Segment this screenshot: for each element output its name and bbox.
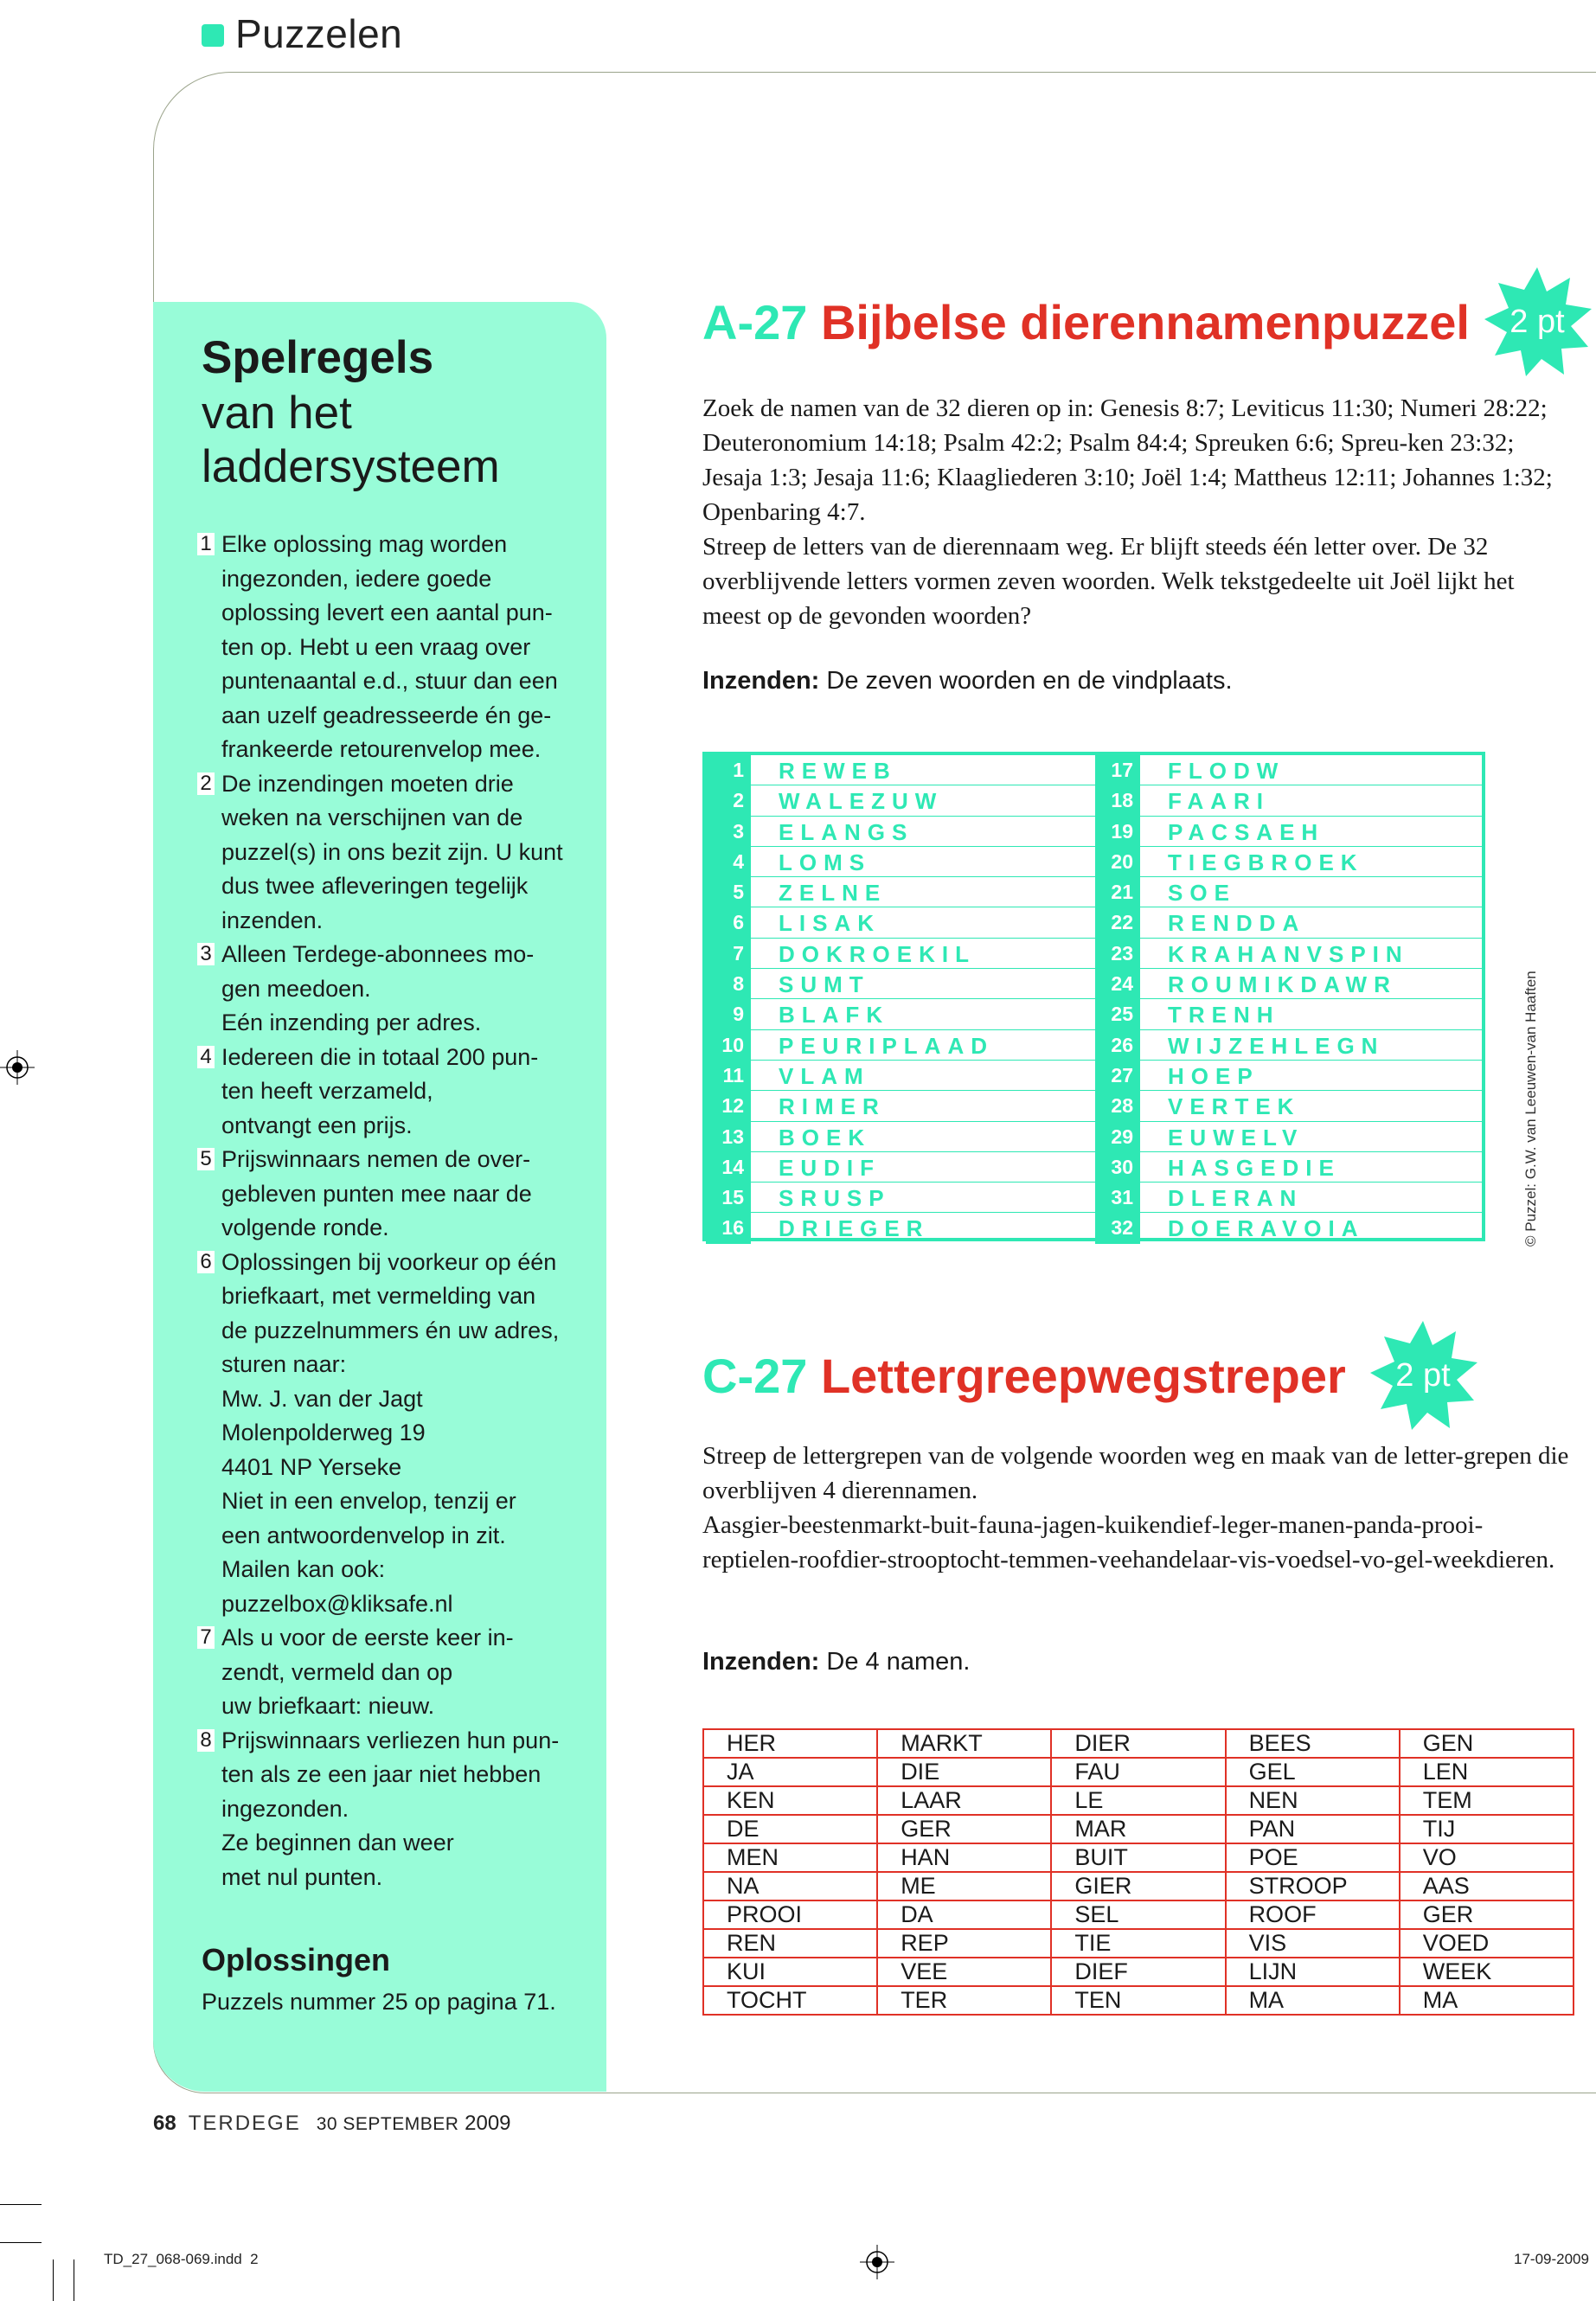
puzzle-c-syllable: GEL xyxy=(1226,1758,1400,1786)
puzzle-a-row-number: 29 xyxy=(1095,1122,1140,1152)
puzzle-a-row-number: 1 xyxy=(706,755,751,785)
puzzle-c-syllable: TIJ xyxy=(1400,1815,1574,1843)
puzzle-a-scrambled-word: BLAFK xyxy=(751,999,1095,1029)
puzzle-a-scrambled-word: VERTEK xyxy=(1140,1091,1482,1121)
puzzle-c-row xyxy=(703,1815,1574,1843)
puzzle-a-row-number: 16 xyxy=(706,1213,751,1243)
puzzle-c-syllable: MAR xyxy=(1051,1815,1225,1843)
puzzle-c-row xyxy=(703,1758,1574,1786)
slug-date: 17-09-2009 xyxy=(1514,2251,1589,2267)
puzzle-a-send-text: De zeven woorden en de vindplaats. xyxy=(819,667,1233,695)
puzzle-c-syllable: TEN xyxy=(1051,1986,1225,2015)
puzzle-a-scrambled-word: LISAK xyxy=(751,907,1095,938)
puzzle-a-send xyxy=(702,667,1233,695)
slug-file: TD_27_068-069.indd 2 xyxy=(104,2251,259,2267)
solutions-heading: Oplossingen xyxy=(202,1942,391,1977)
puzzle-a-paragraph-2: Streep de letters van de dierennaam weg. Er blijft steeds één letter over. De 32 overblijvende letters vormen zeven woorden. Welk tekstgedeelte uit Joël lijkt het meest op de gevonden woorden? xyxy=(702,533,1515,630)
puzzle-a-row xyxy=(706,1213,1095,1243)
puzzle-c-syllable: MEN xyxy=(703,1843,877,1872)
puzzle-a-scrambled-word: ELANGS xyxy=(751,817,1095,847)
puzzle-a-row xyxy=(706,785,1095,816)
puzzle-a-row-number: 17 xyxy=(1095,755,1140,785)
puzzle-a-row xyxy=(1095,1183,1482,1213)
puzzle-c-syllable: LE xyxy=(1051,1786,1225,1815)
rule-text: Alleen Terdege-abonnees mo- gen meedoen. Eén inzending per adres. xyxy=(221,941,535,1035)
puzzle-c-syllable: DIER xyxy=(1051,1729,1225,1758)
puzzle-c-syllable: TIE xyxy=(1051,1929,1225,1958)
puzzle-c-syllable: DE xyxy=(703,1815,877,1843)
registration-mark-icon xyxy=(0,1050,35,1085)
puzzle-c-send-text: De 4 namen. xyxy=(819,1648,971,1676)
puzzle-a-row-number: 10 xyxy=(706,1030,751,1061)
puzzle-a-left-column xyxy=(706,755,1095,1242)
puzzle-a-row xyxy=(706,939,1095,969)
section-title: Puzzelen xyxy=(235,11,403,56)
puzzle-c-points: 2 pt xyxy=(1395,1356,1451,1394)
rule-item xyxy=(197,938,578,1041)
solutions-text: Puzzels nummer 25 op pagina 71. xyxy=(202,1989,556,2015)
puzzle-a-row xyxy=(706,847,1095,877)
puzzle-c-syllable: VEE xyxy=(877,1958,1051,1986)
puzzle-a-row-number: 19 xyxy=(1095,817,1140,847)
puzzle-a-scrambled-word: FLODW xyxy=(1140,755,1482,785)
puzzle-a-row-number: 12 xyxy=(706,1091,751,1121)
puzzle-a-row xyxy=(1095,877,1482,907)
puzzle-a-scrambled-word: DLERAN xyxy=(1140,1183,1482,1213)
rule-number: 4 xyxy=(197,1046,215,1068)
puzzle-c-syllable: KEN xyxy=(703,1786,877,1815)
puzzle-c-syllable: KUI xyxy=(703,1958,877,1986)
puzzle-a-scrambled-word: RENDDA xyxy=(1140,907,1482,938)
puzzle-c-syllable: LEN xyxy=(1400,1758,1574,1786)
puzzle-a-row xyxy=(706,1091,1095,1121)
puzzle-a-scrambled-word: KRAHANVSPIN xyxy=(1140,939,1482,969)
puzzle-c-row xyxy=(703,1929,1574,1958)
puzzle-c-syllable: PROOI xyxy=(703,1900,877,1929)
puzzle-a-row xyxy=(706,969,1095,999)
puzzle-a-row xyxy=(1095,755,1482,785)
puzzle-a-row-number: 30 xyxy=(1095,1152,1140,1183)
puzzle-a-scrambled-word: HOEP xyxy=(1140,1061,1482,1091)
crop-mark xyxy=(0,2204,42,2205)
puzzle-a-code: A-27 xyxy=(702,295,808,349)
rules-list xyxy=(197,528,578,1894)
puzzle-a-scrambled-word: TRENH xyxy=(1140,999,1482,1029)
rule-number: 7 xyxy=(197,1626,215,1649)
puzzle-c-title: Lettergreepwegstreper xyxy=(820,1349,1346,1403)
puzzle-a-row-number: 3 xyxy=(706,817,751,847)
puzzle-a-row-number: 28 xyxy=(1095,1091,1140,1121)
puzzle-a-scrambled-word: PACSAEH xyxy=(1140,817,1482,847)
rule-text: Prijswinnaars verliezen hun pun- ten als ze een jaar niet hebben ingezonden. Ze beginnen dan weer met nul punten. xyxy=(221,1727,560,1890)
puzzle-a-row-number: 11 xyxy=(706,1061,751,1091)
puzzle-a-row xyxy=(706,1152,1095,1183)
puzzle-c-syllable: REN xyxy=(703,1929,877,1958)
rule-text: De inzendingen moeten drie weken na verschijnen van de puzzel(s) in ons bezit zijn. U kunt dus twee afleveringen tegelijk inzenden. xyxy=(221,770,563,933)
sidebar-title: Spelregels xyxy=(202,332,434,383)
puzzle-c-instructions xyxy=(702,1439,1576,1577)
puzzle-a-row-number: 14 xyxy=(706,1152,751,1183)
puzzle-a-scrambled-word: RIMER xyxy=(751,1091,1095,1121)
puzzle-a-scrambled-word: REWEB xyxy=(751,755,1095,785)
puzzle-c-syllable: BEES xyxy=(1226,1729,1400,1758)
puzzle-a-row-number: 20 xyxy=(1095,847,1140,877)
puzzle-a-row-number: 4 xyxy=(706,847,751,877)
puzzle-a-right-column xyxy=(1095,755,1482,1242)
puzzle-a-row-number: 31 xyxy=(1095,1183,1140,1213)
puzzle-a-title: Bijbelse dierennamenpuzzel xyxy=(820,295,1470,349)
puzzle-a-row-number: 25 xyxy=(1095,999,1140,1029)
rule-number: 5 xyxy=(197,1148,215,1170)
puzzle-c-row xyxy=(703,1900,1574,1929)
puzzle-c-syllable: DA xyxy=(877,1900,1051,1929)
puzzle-a-row-number: 23 xyxy=(1095,939,1140,969)
puzzle-c-syllable: DIE xyxy=(877,1758,1051,1786)
puzzle-c-row xyxy=(703,1986,1574,2015)
puzzle-a-row xyxy=(706,755,1095,785)
puzzle-a-paragraph-1: Zoek de namen van de 32 dieren op in: Genesis 8:7; Leviticus 11:30; Numeri 28:22; Deuteronomium 14:18; Psalm 42:2; Psalm 84:4; Spreuken 6:6; Spreu-ken 23:32; Jesaja 1:3; Jesaja 11:6; Klaagliederen 3:10; Joël 1:4; Mattheus 12:11; Johannes 1:32; Openbaring 4:7. xyxy=(702,394,1553,526)
puzzle-c-syllable: DIEF xyxy=(1051,1958,1225,1986)
puzzle-a-scrambled-word: DOKROEKIL xyxy=(751,939,1095,969)
puzzle-a-row xyxy=(1095,939,1482,969)
puzzle-c-heading xyxy=(702,1348,1346,1404)
puzzle-c-syllable: JA xyxy=(703,1758,877,1786)
puzzle-a-row xyxy=(1095,999,1482,1029)
rule-number: 8 xyxy=(197,1729,215,1752)
puzzle-a-row-number: 24 xyxy=(1095,969,1140,999)
puzzle-c-syllable: AAS xyxy=(1400,1872,1574,1900)
puzzle-a-scrambled-word: EUWELV xyxy=(1140,1122,1482,1152)
puzzle-a-instructions xyxy=(702,391,1576,633)
puzzle-c-syllable: TER xyxy=(877,1986,1051,2015)
puzzle-a-send-label: Inzenden: xyxy=(702,667,820,695)
rule-item xyxy=(197,1724,578,1895)
puzzle-a-row-number: 5 xyxy=(706,877,751,907)
puzzle-c-syllable: MARKT xyxy=(877,1729,1051,1758)
puzzle-a-row-number: 7 xyxy=(706,939,751,969)
puzzle-a-row xyxy=(706,877,1095,907)
rule-text: Als u voor de eerste keer in- zendt, vermeld dan op uw briefkaart: nieuw. xyxy=(221,1625,514,1719)
puzzle-c-row xyxy=(703,1872,1574,1900)
puzzle-c-syllable: VO xyxy=(1400,1843,1574,1872)
puzzle-a-row xyxy=(1095,785,1482,816)
puzzle-c-syllable: GIER xyxy=(1051,1872,1225,1900)
puzzle-a-row-number: 22 xyxy=(1095,907,1140,938)
puzzle-c-points-badge xyxy=(1367,1319,1479,1432)
puzzle-a-row-number: 13 xyxy=(706,1122,751,1152)
puzzle-a-row-number: 8 xyxy=(706,969,751,999)
puzzle-c-syllable: GER xyxy=(1400,1900,1574,1929)
page-footer xyxy=(153,2112,511,2136)
puzzle-a-table xyxy=(702,752,1485,1241)
puzzle-c-syllable: SEL xyxy=(1051,1900,1225,1929)
crop-mark xyxy=(0,2242,42,2243)
puzzle-a-row-number: 21 xyxy=(1095,877,1140,907)
puzzle-a-scrambled-word: ZELNE xyxy=(751,877,1095,907)
sidebar-subtitle: van het laddersysteem xyxy=(202,388,500,492)
puzzle-c-row xyxy=(703,1786,1574,1815)
puzzle-a-row-number: 27 xyxy=(1095,1061,1140,1091)
puzzle-c-syllable: FAU xyxy=(1051,1758,1225,1786)
rule-text: Elke oplossing mag worden ingezonden, iedere goede oplossing levert een aantal pun- ten op. Hebt u een vraag over puntenaantal e.d., stuur dan een aan uzelf geadresseerde én ge- frankeerde retourenvelop mee. xyxy=(221,531,558,762)
puzzle-credit: © Puzzel: G.W. van Leeuwen-van Haaften xyxy=(1522,971,1539,1247)
puzzle-a-row-number: 15 xyxy=(706,1183,751,1213)
puzzle-c-syllable: ROOF xyxy=(1226,1900,1400,1929)
puzzle-a-scrambled-word: FAARI xyxy=(1140,785,1482,816)
puzzle-c-syllable: MA xyxy=(1226,1986,1400,2015)
puzzle-c-syllable: ME xyxy=(877,1872,1051,1900)
puzzle-a-row xyxy=(1095,1091,1482,1121)
puzzle-a-scrambled-word: WIJZEHLEGN xyxy=(1140,1030,1482,1061)
puzzle-c-syllable: LIJN xyxy=(1226,1958,1400,1986)
registration-mark-icon xyxy=(860,2245,894,2279)
rule-item xyxy=(197,1143,578,1246)
rule-item xyxy=(197,1621,578,1724)
puzzle-a-row-number: 6 xyxy=(706,907,751,938)
puzzle-c-syllable: TEM xyxy=(1400,1786,1574,1815)
puzzle-a-row xyxy=(1095,1213,1482,1243)
puzzle-c-paragraph-1: Streep de lettergrepen van de volgende woorden weg en maak van de letter-grepen die overblijven 4 dierennamen. xyxy=(702,1442,1569,1504)
puzzle-a-scrambled-word: HASGEDIE xyxy=(1140,1152,1482,1183)
puzzle-a-scrambled-word: EUDIF xyxy=(751,1152,1095,1183)
puzzle-a-row xyxy=(1095,907,1482,938)
section-marker xyxy=(202,24,224,47)
rule-item xyxy=(197,1246,578,1622)
puzzle-c-syllable: GER xyxy=(877,1815,1051,1843)
puzzle-a-scrambled-word: DRIEGER xyxy=(779,1215,930,1242)
issue-year: 2009 xyxy=(465,2112,511,2135)
puzzle-a-scrambled-word: DOERAVOIA xyxy=(1168,1215,1365,1242)
puzzle-a-row-number: 2 xyxy=(706,785,751,816)
puzzle-c-syllable: BUIT xyxy=(1051,1843,1225,1872)
puzzle-a-heading xyxy=(702,294,1470,350)
puzzle-a-scrambled-word: VLAM xyxy=(751,1061,1095,1091)
puzzle-a-row-number: 26 xyxy=(1095,1030,1140,1061)
puzzle-c-syllable: TOCHT xyxy=(703,1986,877,2015)
puzzle-c-syllable: PAN xyxy=(1226,1815,1400,1843)
puzzle-c-code: C-27 xyxy=(702,1349,808,1403)
issue-date: 30 SEPTEMBER xyxy=(316,2114,459,2134)
puzzle-a-scrambled-word: TIEGBROEK xyxy=(1140,847,1482,877)
puzzle-a-row xyxy=(1095,1030,1482,1061)
puzzle-c-syllable: NA xyxy=(703,1872,877,1900)
magazine-name: TERDEGE xyxy=(188,2112,301,2135)
puzzle-a-scrambled-word: SOE xyxy=(1140,877,1482,907)
puzzle-c-row xyxy=(703,1843,1574,1872)
rule-text: Iedereen die in totaal 200 pun- ten heeft verzameld, ontvangt een prijs. xyxy=(221,1043,539,1138)
puzzle-a-row-number: 9 xyxy=(706,999,751,1029)
puzzle-a-row xyxy=(706,1061,1095,1091)
puzzle-c-send-label: Inzenden: xyxy=(702,1648,820,1676)
puzzle-a-row xyxy=(706,999,1095,1029)
puzzle-a-scrambled-word: ROUMIKDAWR xyxy=(1140,969,1482,999)
rule-item xyxy=(197,767,578,939)
puzzle-c-syllable: MA xyxy=(1400,1986,1574,2015)
puzzle-a-row xyxy=(706,817,1095,847)
puzzle-a-scrambled-word: WALEZUW xyxy=(751,785,1095,816)
puzzle-a-row xyxy=(1095,969,1482,999)
puzzle-c-syllable: HAN xyxy=(877,1843,1051,1872)
puzzle-c-syllable: STROOP xyxy=(1226,1872,1400,1900)
rule-number: 2 xyxy=(197,772,215,795)
puzzle-c-send xyxy=(702,1648,970,1676)
puzzle-c-row xyxy=(703,1958,1574,1986)
rule-number: 6 xyxy=(197,1251,215,1273)
rule-text: Prijswinnaars nemen de over- gebleven punten mee naar de volgende ronde. xyxy=(221,1146,532,1240)
puzzle-a-scrambled-word: SRUSP xyxy=(751,1183,1095,1213)
puzzle-a-row-number: 18 xyxy=(1095,785,1140,816)
puzzle-c-row xyxy=(703,1729,1574,1758)
puzzle-a-points-badge xyxy=(1481,266,1593,378)
puzzle-c-syllable: REP xyxy=(877,1929,1051,1958)
puzzle-c-syllable: POE xyxy=(1226,1843,1400,1872)
puzzle-c-syllable: LAAR xyxy=(877,1786,1051,1815)
puzzle-c-table xyxy=(702,1728,1574,2016)
puzzle-a-row xyxy=(1095,1122,1482,1152)
rule-number: 3 xyxy=(197,943,215,965)
puzzle-a-row xyxy=(1095,817,1482,847)
puzzle-c-syllable: VIS xyxy=(1226,1929,1400,1958)
rule-item xyxy=(197,528,578,767)
puzzle-c-syllable: HER xyxy=(703,1729,877,1758)
puzzle-a-row xyxy=(706,1030,1095,1061)
rule-number: 1 xyxy=(197,533,215,555)
puzzle-a-points: 2 pt xyxy=(1509,303,1565,340)
puzzle-a-row xyxy=(706,907,1095,938)
puzzle-a-row xyxy=(706,1183,1095,1213)
puzzle-a-row xyxy=(1095,847,1482,877)
puzzle-c-syllable: GEN xyxy=(1400,1729,1574,1758)
puzzle-c-paragraph-2: Aasgier-beestenmarkt-buit-fauna-jagen-kuikendief-leger-manen-panda-prooi-reptielen-roofdier-strooptocht-temmen-veehandelaar-vis-voedsel-vo-gel-weekdieren. xyxy=(702,1511,1555,1574)
puzzle-a-row xyxy=(1095,1152,1482,1183)
puzzle-c-syllable: NEN xyxy=(1226,1786,1400,1815)
puzzle-a-scrambled-word: BOEK xyxy=(751,1122,1095,1152)
crop-mark xyxy=(53,2259,54,2301)
rule-text: Oplossingen bij voorkeur op één briefkaart, met vermelding van de puzzelnummers én uw adres, sturen naar: Mw. J. van der Jagt Molenpolderweg 19 4401 NP Yerseke Niet in een envelop, tenzij er een antwoordenvelop in zit. Mailen kan ook: puzzelbox@kliksafe.nl xyxy=(221,1248,560,1617)
rule-item xyxy=(197,1041,578,1144)
puzzle-a-row xyxy=(1095,1061,1482,1091)
puzzle-a-scrambled-word: SUMT xyxy=(751,969,1095,999)
puzzle-a-scrambled-word: PEURIPLAAD xyxy=(751,1030,1095,1061)
puzzle-a-row xyxy=(706,1122,1095,1152)
puzzle-a-row-number: 32 xyxy=(1095,1213,1140,1243)
puzzle-a-scrambled-word: LOMS xyxy=(751,847,1095,877)
page-number: 68 xyxy=(153,2112,176,2135)
puzzle-c-syllable: WEEK xyxy=(1400,1958,1574,1986)
puzzle-c-syllable: VOED xyxy=(1400,1929,1574,1958)
